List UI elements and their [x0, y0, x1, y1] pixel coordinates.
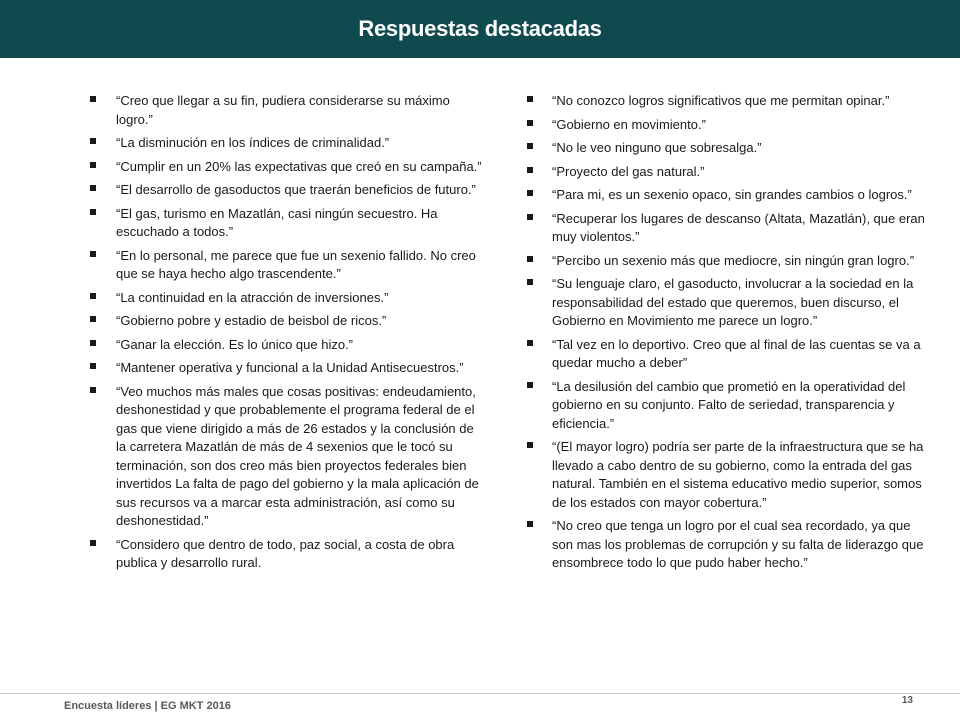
square-bullet-icon — [90, 96, 96, 102]
square-bullet-icon — [90, 138, 96, 144]
left-column — [88, 92, 483, 578]
list-item — [525, 252, 925, 271]
right-column — [525, 92, 925, 578]
square-bullet-icon — [527, 96, 533, 102]
quote-text: “Veo muchos más males que cosas positivas: endeudamiento, deshonestidad y que probablemente el programa federal de el gas que viene dirigido a más de 26 estados y la conclusión de la carretera Mazatlán de más de 4 sexenios que le tocó su terminación, son dos creo más bien proyectos federales bien invertidos La falta de pago del gobierno y la mala aplicación de sus recursos va a marcar esta administración, así como su deshonestidad.” — [116, 383, 479, 528]
square-bullet-icon — [527, 279, 533, 285]
square-bullet-icon — [90, 209, 96, 215]
list-item — [525, 378, 925, 434]
square-bullet-icon — [527, 340, 533, 346]
quote-text: “Considero que dentro de todo, paz social, a costa de obra publica y desarrollo rural. — [116, 536, 455, 570]
quote-text: “Proyecto del gas natural.” — [552, 163, 705, 179]
quote-text: “No le veo ninguno que sobresalga.” — [552, 140, 762, 155]
list-item — [88, 92, 483, 129]
list-item — [525, 92, 925, 111]
quote-text: “No conozco logros significativos que me permitan opinar.” — [552, 93, 890, 108]
list-item — [525, 116, 925, 135]
square-bullet-icon — [527, 214, 533, 220]
quote-text: “Recuperar los lugares de descanso (Altata, Mazatlán), que eran muy violentos.” — [552, 210, 925, 244]
quote-text: “Gobierno pobre y estadio de beisbol de ricos.” — [116, 313, 387, 328]
square-bullet-icon — [527, 382, 533, 388]
square-bullet-icon — [90, 185, 96, 191]
list-item — [88, 359, 483, 378]
square-bullet-icon — [527, 167, 533, 173]
list-item — [525, 275, 925, 331]
footer-source: Encuesta líderes | EG MKT 2016 — [64, 700, 231, 712]
quote-text: “La continuidad en la atracción de inversiones.” — [116, 289, 389, 305]
footer-divider — [0, 693, 960, 694]
quote-text: “El gas, turismo en Mazatlán, casi ningún secuestro. Ha escuchado a todos.” — [116, 205, 438, 239]
square-bullet-icon — [527, 256, 533, 262]
square-bullet-icon — [90, 251, 96, 257]
square-bullet-icon — [527, 143, 533, 149]
quote-text: “Mantener operativa y funcional a la Unidad Antisecuestros.” — [116, 360, 464, 375]
list-item — [88, 312, 483, 331]
quote-text: “El desarrollo de gasoductos que traerán beneficios de futuro.” — [116, 182, 476, 197]
list-item — [88, 158, 483, 177]
quote-text: “Percibo un sexenio más que mediocre, sin ningún gran logro.” — [552, 252, 915, 268]
quote-text: “Su lenguaje claro, el gasoducto, involucrar a la sociedad en la responsabilidad del estado que queremos, buen discurso, el Gobierno en Movimiento me parece un logro.” — [552, 276, 914, 328]
list-item — [88, 336, 483, 355]
square-bullet-icon — [90, 540, 96, 546]
quote-text: “Gobierno en movimiento.” — [552, 116, 706, 132]
quote-text: “Creo que llegar a su fin, pudiera considerarse su máximo logro.” — [116, 93, 450, 127]
right-quote-list — [525, 92, 925, 573]
quote-text: “Tal vez en lo deportivo. Creo que al final de las cuentas se va a quedar mucho a deber” — [552, 336, 921, 370]
quote-text: “(El mayor logro) podría ser parte de la infraestructura que se ha llevado a cabo dentro de su gobierno, como la entrada del gas natural. También en el sistema educativo medio superior, somos de los estados con mayor cobertura.” — [552, 439, 924, 510]
list-item — [525, 210, 925, 247]
list-item — [88, 134, 483, 153]
square-bullet-icon — [527, 442, 533, 448]
list-item — [525, 139, 925, 158]
page-number: 13 — [901, 695, 913, 706]
quote-text: “Ganar la elección. Es lo único que hizo.” — [116, 336, 354, 352]
list-item — [88, 289, 483, 308]
square-bullet-icon — [90, 293, 96, 299]
quote-text: “Cumplir en un 20% las expectativas que creó en su campaña.” — [116, 158, 482, 174]
square-bullet-icon — [527, 521, 533, 527]
quote-text: “En lo personal, me parece que fue un sexenio fallido. No creo que se haya hecho algo trascendente.” — [116, 247, 476, 281]
list-item — [88, 536, 483, 573]
list-item — [525, 336, 925, 373]
square-bullet-icon — [90, 363, 96, 369]
quote-text: “Para mi, es un sexenio opaco, sin grandes cambios o logros.” — [552, 187, 912, 202]
square-bullet-icon — [90, 162, 96, 168]
quote-text: “La desilusión del cambio que prometió en la operatividad del gobierno en su conjunto. Falto de seriedad, transparencia y eficiencia.” — [552, 378, 906, 431]
square-bullet-icon — [527, 120, 533, 126]
square-bullet-icon — [90, 387, 96, 393]
list-item — [88, 205, 483, 242]
square-bullet-icon — [527, 190, 533, 196]
list-item — [525, 163, 925, 182]
list-item — [525, 186, 925, 205]
list-item — [525, 517, 925, 573]
page-title: Respuestas destacadas — [358, 16, 602, 41]
list-item — [88, 383, 483, 531]
quote-text: “No creo que tenga un logro por el cual sea recordado, ya que son mas los problemas de corrupción y su falta de liderazgo que ensombrece todo lo que pudo haber hecho.” — [552, 518, 924, 570]
left-quote-list — [88, 92, 483, 573]
square-bullet-icon — [90, 340, 96, 346]
list-item — [88, 247, 483, 284]
list-item — [88, 181, 483, 200]
list-item — [525, 438, 925, 512]
square-bullet-icon — [90, 316, 96, 322]
quote-text: “La disminución en los índices de criminalidad.” — [116, 135, 390, 150]
